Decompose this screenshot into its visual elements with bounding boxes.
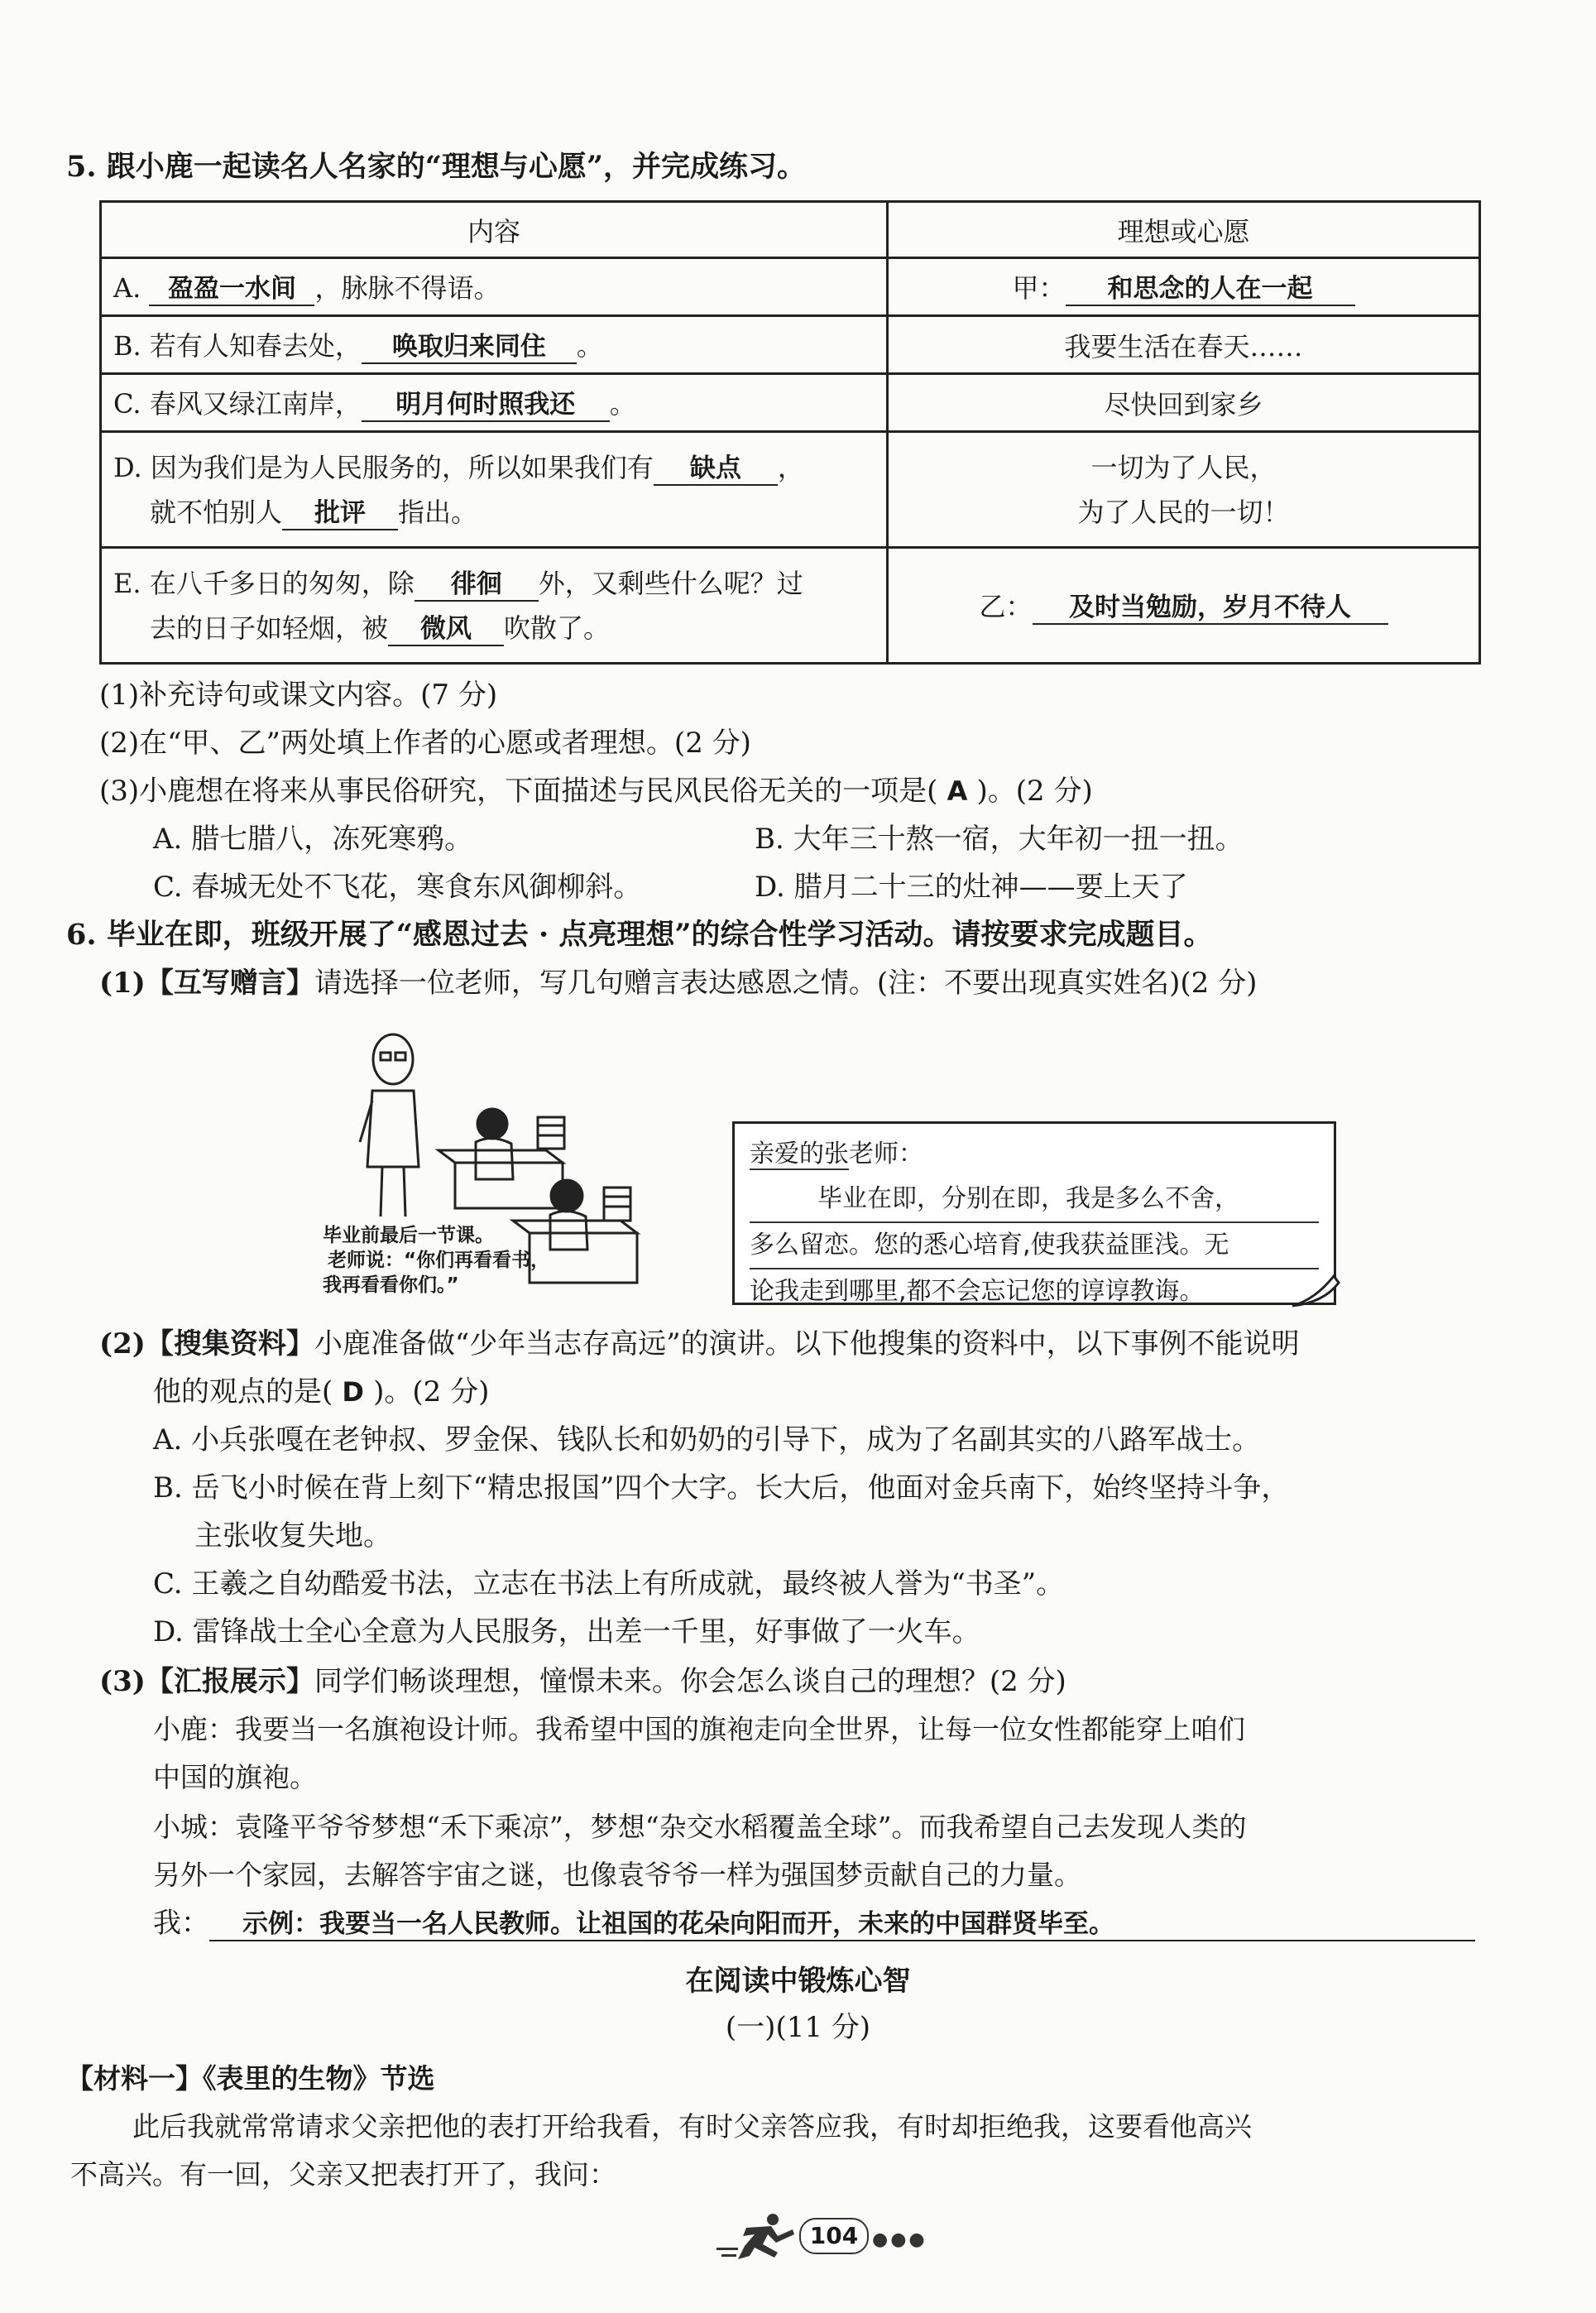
material-title: 【材料一】《表里的生物》节选 [66, 2062, 435, 2095]
table-row [101, 258, 1480, 316]
q5-title: 5. 跟小鹿一起读名人名家的“理想与心愿”，并完成练习。 [66, 150, 806, 184]
section-title: 在阅读中锻炼心智 [685, 1965, 911, 1998]
answer-blank: 唤取归来同住 [362, 331, 577, 364]
q6-part3-text: 同学们畅谈理想，憧憬未来。你会怎么谈自己的理想？(2 分) [314, 1665, 1066, 1698]
q5-sub1: (1)补充诗句或课文内容。(7 分) [99, 679, 498, 712]
row-a-text: ，脉脉不得语。 [314, 272, 501, 304]
q5-sub2: (2)在“甲、乙”两处填上作者的心愿或者理想。(2 分) [99, 727, 751, 760]
table-row [101, 432, 1480, 548]
q6-part2-score: )。(2 分) [373, 1375, 490, 1408]
greeting-note [732, 1121, 1336, 1305]
xiaocheng-speech-line1: 小城：袁隆平爷爷梦想“禾下乘凉”，梦想“杂交水稻覆盖全球”。而我希望自己去发现人类的 [153, 1811, 1247, 1843]
q6-part2-option-b: B. 岳飞小时候在背上刻下“精忠报国”四个大字。长大后，他面对金兵南下，始终坚持斗争， [153, 1471, 1290, 1504]
row-e-line1: E. 在八千多日的匆匆，除 [113, 567, 415, 599]
wish-d-line1: 一切为了人民， [1090, 451, 1277, 483]
wish-d-line2: 为了人民的一切！ [1077, 496, 1290, 528]
note-salutation-tail: 老师： [849, 1140, 923, 1168]
q5-option-a: A. 腊七腊八，冻死寒鸦。 [153, 823, 473, 856]
note-line: 多么留恋。您的悉心培育,使我获益匪浅。无 [750, 1223, 1319, 1269]
wish-c: 尽快回到家乡 [888, 374, 1480, 432]
wish-label-jia: 甲： [1012, 272, 1066, 304]
q6-part2-line2 [153, 1374, 489, 1410]
row-d-line1: D. 因为我们是为人民服务的，所以如果我们有 [113, 451, 654, 483]
row-e-text: 外，又剩些什么呢？过 [538, 567, 803, 599]
xiaolu-speech-line2: 中国的旗袍。 [153, 1761, 317, 1793]
table-row [101, 374, 1480, 432]
note-line: 论我走到哪里,都不会忘记您的谆谆教诲。 [750, 1277, 1205, 1306]
row-a-prefix: A. [113, 272, 150, 304]
q6-part3 [99, 1663, 1066, 1700]
table-row [101, 548, 1480, 664]
q5-sub3 [99, 773, 1093, 809]
row-b-text: 。 [576, 330, 603, 362]
table-row [101, 316, 1480, 374]
answer-blank: 示例：我要当一名人民教师。让祖国的花朵向阳而开，未来的中国群贤毕至。 [209, 1908, 1475, 1941]
wish-label-yi: 乙： [979, 591, 1033, 622]
row-d-line2: 就不怕别人 [150, 496, 283, 528]
row-e-tail: 吹散了。 [504, 612, 611, 644]
q5-option-d: D. 腊月二十三的灶神——要上天了 [755, 871, 1188, 904]
q5-sub3-text: (3)小鹿想在将来从事民俗研究，下面描述与民风民俗无关的一项是( [99, 775, 938, 808]
q5-sub3-score: )。(2 分) [976, 775, 1093, 808]
q6-part2 [99, 1326, 1300, 1362]
xiaolu-speech-line1: 小鹿：我要当一名旗袍设计师。我希望中国的旗袍走向全世界，让每一位女性都能穿上咱们 [153, 1713, 1245, 1745]
caption-line: 毕业前最后一节课。 [323, 1225, 494, 1246]
q6-part1-tag: (1)【互写赠言】 [99, 967, 314, 1000]
q6-part2-text2: 他的观点的是( [153, 1375, 333, 1408]
q6-title: 6. 毕业在即，班级开展了“感恩过去 · 点亮理想”的综合性学习活动。请按要求完成题目。 [66, 918, 1213, 952]
q6-part2-text: 小鹿准备做“少年当志存高远”的演讲。以下他搜集的资料中，以下事例不能说明 [314, 1327, 1300, 1360]
note-salutation: 亲爱的张 [750, 1140, 849, 1168]
row-b-prefix: B. 若有人知春去处， [113, 330, 362, 362]
q5-option-b: B. 大年三十熬一宿，大年初一扭一扭。 [755, 823, 1244, 856]
my-answer-label: 我： [153, 1907, 209, 1940]
row-d-tail: 指出。 [398, 496, 478, 528]
q6-part2-tag: (2)【搜集资料】 [99, 1327, 314, 1360]
runner-logo-icon [713, 2211, 804, 2261]
caption-line: 我再看看你们。” [323, 1274, 459, 1296]
page-number-dots: ●●● [872, 2229, 927, 2250]
q6-part2-option-a: A. 小兵张嘎在老钟叔、罗金保、钱队长和奶奶的引导下，成为了名副其实的八路军战士。 [153, 1423, 1261, 1456]
note-line: 毕业在即，分别在即，我是多么不舍， [750, 1177, 1319, 1223]
my-answer [153, 1905, 1475, 1941]
q6-part2-option-d: D. 雷锋战士全心全意为人民服务，出差一千里，好事做了一火车。 [153, 1615, 980, 1648]
q6-part1 [99, 965, 1257, 1001]
q6-part2-option-c: C. 王羲之自幼酷爱书法，立志在书法上有所成就，最终被人誉为“书圣”。 [153, 1567, 1065, 1600]
note-page-curl-icon [1291, 1274, 1340, 1309]
q6-part2-option-b-cont: 主张收复失地。 [194, 1519, 391, 1552]
answer-blank: 微风 [388, 613, 504, 646]
answer-blank: 盈盈一水间 [149, 273, 314, 306]
row-e-line2: 去的日子如轻烟，被 [150, 612, 389, 644]
answer-blank: 批评 [282, 497, 398, 530]
caption-line: 老师说：“你们再看看书， [328, 1250, 550, 1271]
table-header-content: 内容 [101, 202, 888, 258]
answer-blank: 及时当勉励，岁月不待人 [1033, 592, 1388, 625]
page-number: 104 [799, 2218, 869, 2254]
reading-paragraph-line2: 不高兴。有一回，父亲又把表打开了，我问： [70, 2158, 616, 2191]
xiaocheng-speech-line2: 另外一个家园，去解答宇宙之谜，也像袁爷爷一样为强国梦贡献自己的力量。 [153, 1859, 1081, 1891]
row-c-prefix: C. 春风又绿江南岸， [113, 388, 362, 420]
answer-blank: 明月何时照我还 [362, 389, 610, 422]
table-header-wish: 理想或心愿 [888, 202, 1480, 258]
answer-blank: 和思念的人在一起 [1066, 273, 1355, 306]
answer-blank: 缺点 [654, 453, 778, 486]
cartoon-caption [323, 1223, 549, 1298]
row-d-comma: ， [777, 451, 804, 483]
answer-choice: A [937, 775, 977, 807]
wish-b: 我要生活在春天…… [888, 316, 1480, 374]
answer-choice: D [333, 1376, 374, 1408]
answer-blank: 徘徊 [415, 569, 539, 602]
q5-table [99, 200, 1481, 665]
q6-part3-tag: (3)【汇报展示】 [99, 1665, 314, 1698]
row-c-text: 。 [609, 388, 636, 420]
section-part: (一)(11 分) [725, 2011, 871, 2044]
reading-paragraph-line1: 此后我就常常请求父亲把他的表打开给我看，有时父亲答应我，有时却拒绝我，这要看他高兴 [132, 2110, 1252, 2143]
q6-part1-text: 请选择一位老师，写几句赠言表达感恩之情。(注：不要出现真实姓名)(2 分) [314, 967, 1258, 1000]
q5-option-c: C. 春城无处不飞花，寒食东风御柳斜。 [153, 871, 642, 904]
